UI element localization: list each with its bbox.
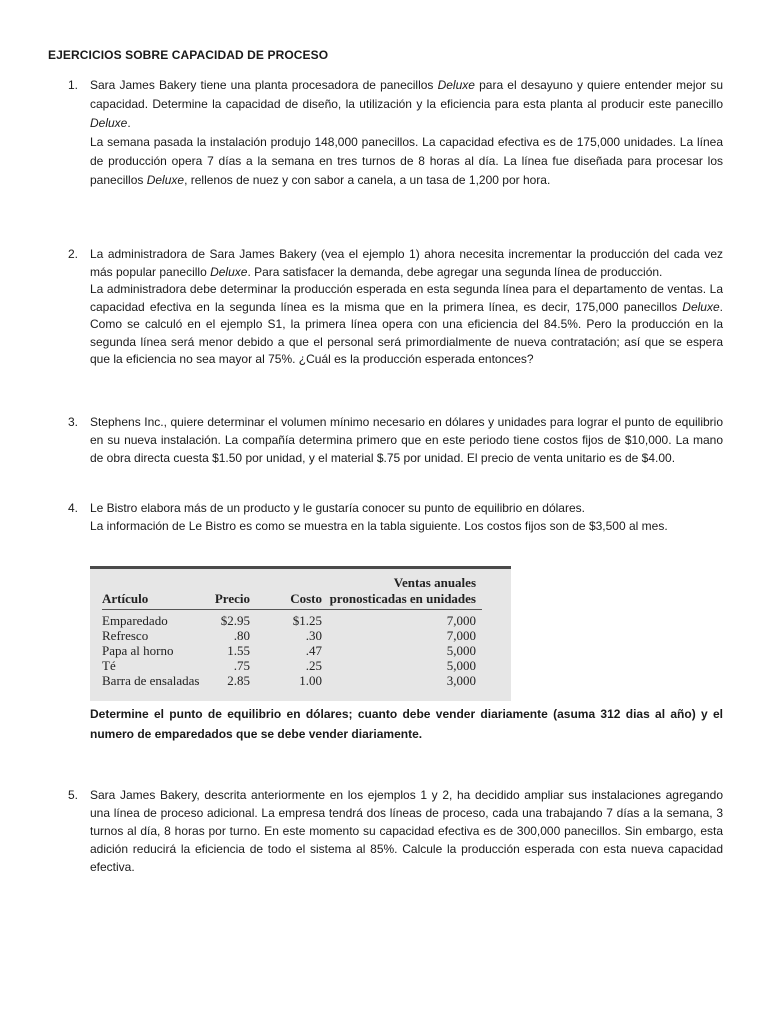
- exercise-paragraph: Sara James Bakery tiene una planta procesadora de panecillos Deluxe para el desayuno y quiere entender mejor su capacidad. Determine la capacidad de diseño, la utilización y la eficiencia para esta planta al producir este panecillo Deluxe.: [90, 78, 723, 130]
- exercise-paragraph: Sara James Bakery, descrita anteriormente en los ejemplos 1 y 2, ha decidido ampliar sus instalaciones agregando una línea de proceso adicional. La empresa tendrá dos líneas de proceso, cada una trabajando 7 días a la semana, 3 turnos al día, 8 horas por turno. En este momento su capacidad efectiva es de 300,000 panecillos. Sin embargo, esta adición reducirá la eficiencia de todo el sistema al 85%. Calcule la producción esperada con esta nueva capacidad efectiva.: [90, 788, 723, 874]
- table-row: Té .75 .25 5,000: [102, 658, 476, 673]
- exercise-number: 4.: [68, 501, 79, 515]
- exercise-number: 5.: [68, 788, 79, 802]
- exercise-paragraph: La administradora debe determinar la producción esperada en esta segunda línea para el departamento de ventas. La capacidad efectiva en la segunda línea es la misma que en la primera línea, es decir, 175,000 panecillos Deluxe. Como se calculó en el ejemplo S1, la primera línea opera con una eficiencia del 84.5%. Pero la producción en la segunda línea será menor debido a que el personal será primordialmente de nueva contratación; así que se espera que la eficiencia no sea mayor al 75%. ¿Cuál es la producción esperada entonces?: [90, 282, 723, 366]
- document-title: EJERCICIOS SOBRE CAPACIDAD DE PROCESO: [48, 48, 329, 62]
- table-header-row: [102, 575, 482, 610]
- exercise-1: [68, 76, 723, 190]
- header-costo: Costo: [256, 575, 328, 610]
- exercise-4-question: Determine el punto de equilibrio en dólares; cuanto debe vender diariamente (asuma 312 dias al año) y el numero de emparedados que se debe vender diariamente.: [90, 707, 723, 741]
- exercise-paragraph: La administradora de Sara James Bakery (vea el ejemplo 1) ahora necesita incrementar la producción del cada vez más popular panecillo Deluxe. Para satisfacer la demanda, debe agregar una segunda línea de producción.: [90, 247, 723, 279]
- exercise-number: 1.: [68, 78, 79, 92]
- exercise-2: [68, 246, 723, 369]
- le-bistro-table: [90, 566, 511, 701]
- exercise-number: 2.: [68, 247, 79, 261]
- header-ventas: Ventas anuales pronosticadas en unidades: [328, 575, 482, 610]
- exercise-number: 3.: [68, 415, 79, 429]
- exercise-paragraph: La información de Le Bistro es como se muestra en la tabla siguiente. Los costos fijos son de $3,500 al mes.: [90, 519, 668, 533]
- header-articulo: Artículo: [102, 575, 208, 610]
- table-top-rule: [90, 566, 511, 569]
- exercise-paragraph: La semana pasada la instalación produjo 148,000 panecillos. La capacidad efectiva es de 175,000 unidades. La línea de producción opera 7 días a la semana en tres turnos de 8 horas al día. La línea fue diseñada para procesar los panecillos Deluxe, rellenos de nuez y con sabor a canela, a un tasa de 1,200 por hora.: [90, 135, 723, 187]
- product-table: [102, 575, 482, 688]
- exercise-paragraph: Le Bistro elabora más de un producto y le gustaría conocer su punto de equilibrio en dólares.: [90, 501, 585, 515]
- table-row: Refresco .80 .30 7,000: [102, 628, 476, 643]
- table-row: Barra de ensaladas 2.85 1.00 3,000: [102, 673, 476, 688]
- exercise-3: [68, 413, 723, 467]
- exercise-paragraph: Stephens Inc., quiere determinar el volumen mínimo necesario en dólares y unidades para lograr el punto de equilibrio en su nueva instalación. La compañía determina primero que en este periodo tiene costos fijos de $10,000. La mano de obra directa cuesta $1.50 por unidad, y el material $.75 por unidad. El precio de venta unitario es de $4.00.: [90, 415, 723, 465]
- table-row: Emparedado $2.95 $1.25 7,000: [102, 613, 476, 628]
- exercise-5: [68, 786, 723, 876]
- header-precio: Precio: [208, 575, 256, 610]
- table-row: Papa al horno 1.55 .47 5,000: [102, 643, 476, 658]
- exercise-4: [68, 499, 723, 535]
